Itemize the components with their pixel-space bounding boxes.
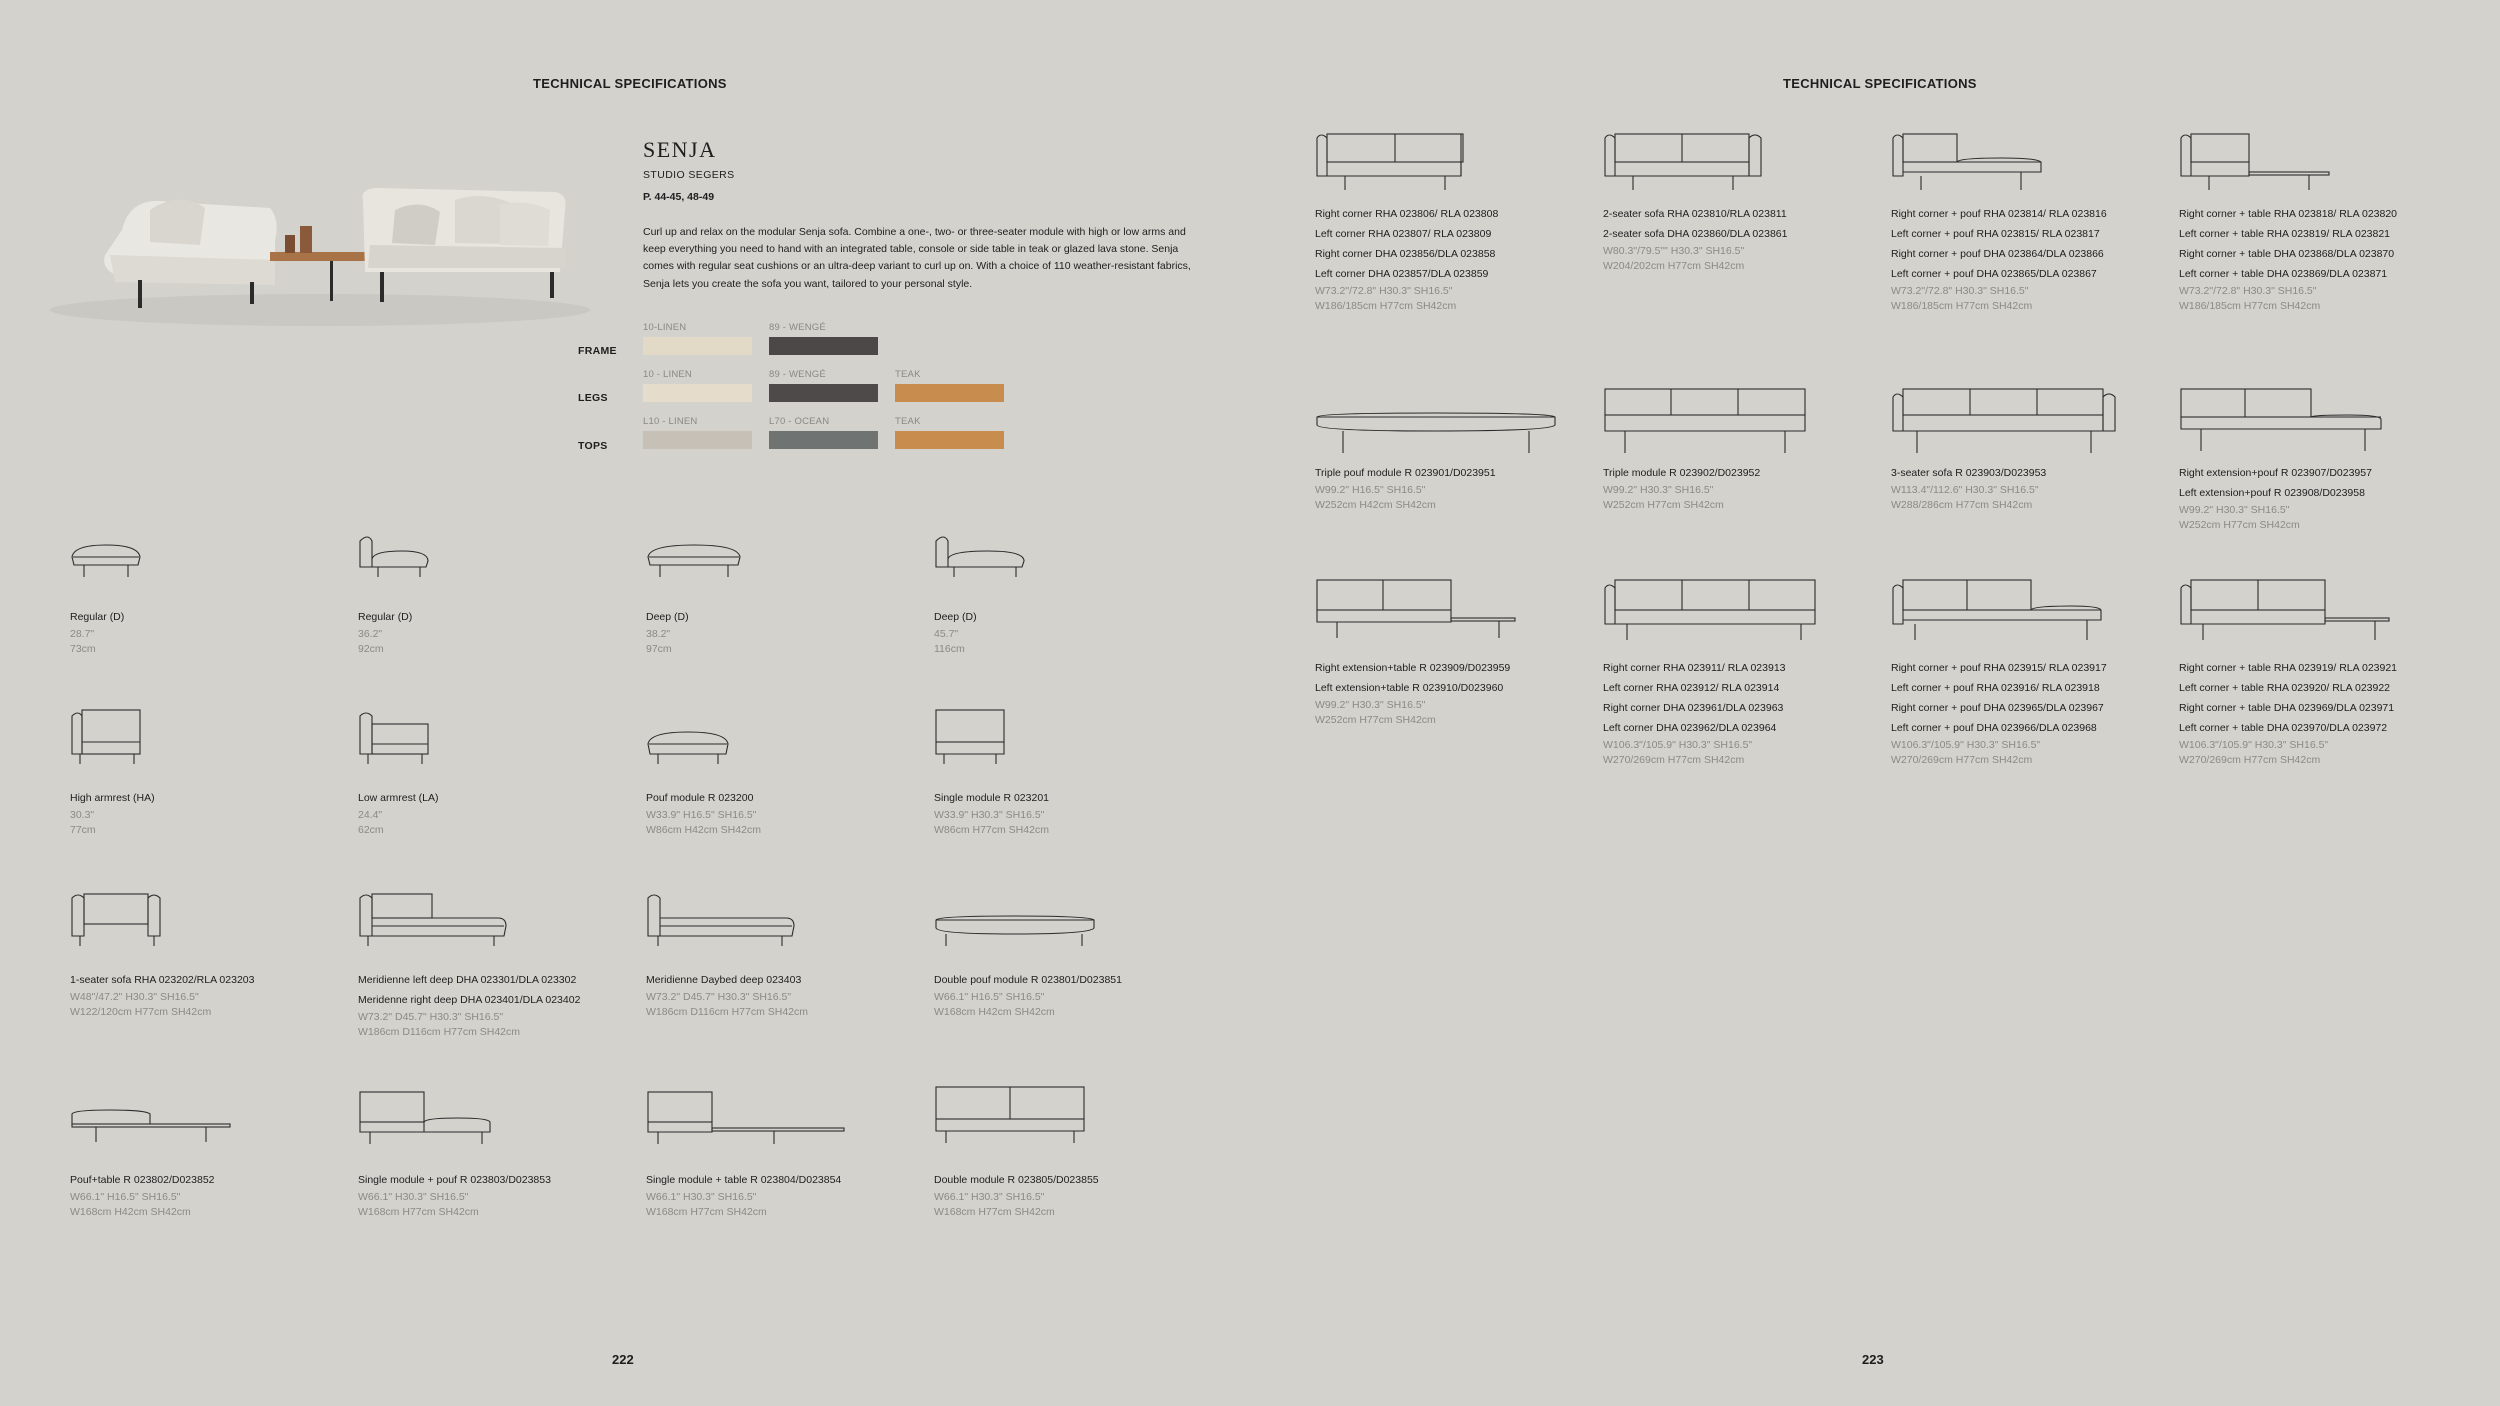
module-dims-metric: 73cm <box>70 643 96 655</box>
module-dims-metric: W270/269cm H77cm SH42cm <box>1603 754 1745 766</box>
module-dims-imperial: W73.2"/72.8" H30.3" SH16.5" <box>1315 285 1453 297</box>
pouf-drawing <box>70 535 170 607</box>
swatch-name: L70 - OCEAN <box>769 416 830 427</box>
module-low-armrest <box>358 708 628 838</box>
module-name: Right extension+pouf R 023907/D023957 <box>2179 467 2372 479</box>
module-name-alt: Right corner + pouf DHA 023965/DLA 023967 <box>1891 702 2104 714</box>
swatch-chip <box>769 384 878 402</box>
module-2-seater <box>1603 128 1873 274</box>
module-double-pouf <box>934 890 1204 1020</box>
module-dims-metric: W204/202cm H77cm SH42cm <box>1603 260 1745 272</box>
module-dims-metric: 62cm <box>358 824 384 836</box>
module-name-alt: Left corner + table DHA 023869/DLA 023871 <box>2179 268 2388 280</box>
module-dims-metric: W168cm H42cm SH42cm <box>70 1206 191 1218</box>
module-name: Regular (D) <box>358 611 413 623</box>
frame-label: FRAME <box>578 345 617 357</box>
module-dims-imperial: W66.1" H30.3" SH16.5" <box>646 1191 757 1203</box>
module-dims-metric: W252cm H42cm SH42cm <box>1315 499 1436 511</box>
module-dims-imperial: W66.1" H16.5" SH16.5" <box>934 991 1045 1003</box>
page-number-left: 222 <box>612 1352 634 1367</box>
swatch-name: 89 - WENGÉ <box>769 322 826 333</box>
module-name: Deep (D) <box>646 611 689 623</box>
module-name: Pouf+table R 023802/D023852 <box>70 1174 215 1186</box>
module-name-alt: Left corner + table RHA 023819/ RLA 023821 <box>2179 228 2391 240</box>
module-meridienne-daybed <box>646 890 916 1020</box>
double-pouf-drawing <box>934 890 1114 970</box>
module-name: Right corner + pouf RHA 023915/ RLA 023917 <box>1891 662 2107 674</box>
module-dims-imperial: W113.4"/112.6" H30.3" SH16.5" <box>1891 484 2039 496</box>
module-name-alt: Right corner + table DHA 023868/DLA 023870 <box>2179 248 2395 260</box>
module-dims-metric: W186/185cm H77cm SH42cm <box>1891 300 2033 312</box>
module-dims-imperial: W73.2" D45.7" H30.3" SH16.5" <box>646 991 792 1003</box>
corner-large-drawing <box>1603 578 1833 658</box>
module-dims-imperial: W33.9" H30.3" SH16.5" <box>934 809 1045 821</box>
single-pouf-drawing <box>358 1090 528 1170</box>
deep-armrest-drawing <box>934 535 1054 607</box>
tops-swatch-ocean <box>769 416 878 449</box>
extension-table-drawing <box>1315 578 1535 658</box>
module-name-alt: Left corner DHA 023962/DLA 023964 <box>1603 722 1777 734</box>
module-name: High armrest (HA) <box>70 792 155 804</box>
module-extension-table <box>1315 578 1585 728</box>
module-corner-large <box>1603 578 1873 768</box>
module-dims-imperial: 28.7" <box>70 628 95 640</box>
module-corner-pouf <box>1891 128 2161 314</box>
module-dims-metric: W252cm H77cm SH42cm <box>1315 714 1436 726</box>
module-dims-imperial: W99.2" H30.3" SH16.5" <box>2179 504 2290 516</box>
module-dims-metric: W288/286cm H77cm SH42cm <box>1891 499 2033 511</box>
low-armrest-drawing <box>358 708 458 788</box>
frame-swatch-wenge <box>769 322 878 355</box>
module-corner-table-large <box>2179 578 2449 768</box>
left-section-heading: TECHNICAL SPECIFICATIONS <box>533 76 727 91</box>
module-dims-imperial: W99.2" H30.3" SH16.5" <box>1315 699 1426 711</box>
module-dims-imperial: 45.7" <box>934 628 959 640</box>
module-double <box>934 1085 1204 1220</box>
module-pouf-table <box>70 1090 340 1220</box>
module-dims-imperial: 38.2" <box>646 628 671 640</box>
swatch-name: TEAK <box>895 369 921 380</box>
single-table-drawing <box>646 1090 816 1170</box>
module-dims-imperial: 36.2" <box>358 628 383 640</box>
module-name: Triple module R 023902/D023952 <box>1603 467 1761 479</box>
module-dims-metric: W186/185cm H77cm SH42cm <box>2179 300 2321 312</box>
module-regular-92 <box>358 535 628 657</box>
module-dims-imperial: W66.1" H16.5" SH16.5" <box>70 1191 181 1203</box>
right-page <box>1250 0 2500 1406</box>
module-dims-metric: W252cm H77cm SH42cm <box>1603 499 1724 511</box>
module-dims-imperial: W73.2"/72.8" H30.3" SH16.5" <box>1891 285 2029 297</box>
module-name: Deep (D) <box>934 611 977 623</box>
module-deep-97 <box>646 535 916 657</box>
corner-table-drawing <box>2179 128 2349 204</box>
swatch-name: TEAK <box>895 416 921 427</box>
module-dims-metric: 116cm <box>934 643 965 655</box>
swatch-chip <box>643 431 752 449</box>
module-dims-imperial: W66.1" H30.3" SH16.5" <box>934 1191 1045 1203</box>
module-name-alt: Left extension+table R 023910/D023960 <box>1315 682 1504 694</box>
module-name: Double module R 023805/D023855 <box>934 1174 1099 1186</box>
module-name: Right corner RHA 023806/ RLA 023808 <box>1315 208 1499 220</box>
module-name: Right corner RHA 023911/ RLA 023913 <box>1603 662 1786 674</box>
module-name-alt: Left corner RHA 023807/ RLA 023809 <box>1315 228 1492 240</box>
module-triple-pouf <box>1315 387 1585 513</box>
module-dims-imperial: W99.2" H16.5" SH16.5" <box>1315 484 1426 496</box>
meridienne-drawing <box>358 890 528 970</box>
module-dims-metric: 77cm <box>70 824 96 836</box>
module-name: Single module R 023201 <box>934 792 1049 804</box>
module-name: 2-seater sofa RHA 023810/RLA 023811 <box>1603 208 1787 220</box>
page-number-right: 223 <box>1862 1352 1884 1367</box>
triple-module-drawing <box>1603 387 1823 463</box>
module-deep-116 <box>934 535 1204 657</box>
extension-pouf-drawing <box>2179 387 2399 463</box>
module-name-alt: Right corner + pouf DHA 023864/DLA 023866 <box>1891 248 2104 260</box>
module-dims-metric: W270/269cm H77cm SH42cm <box>1891 754 2033 766</box>
module-dims-metric: W270/269cm H77cm SH42cm <box>2179 754 2321 766</box>
swatch-name: L10 - LINEN <box>643 416 698 427</box>
module-dims-imperial: W80.3"/79.5"" H30.3" SH16.5" <box>1603 245 1745 257</box>
module-high-armrest <box>70 708 340 838</box>
module-name: Right corner + table RHA 023919/ RLA 023921 <box>2179 662 2398 674</box>
module-name-alt: Right corner + table DHA 023969/DLA 023971 <box>2179 702 2395 714</box>
module-dims-imperial: 24.4" <box>358 809 383 821</box>
page-reference: P. 44-45, 48-49 <box>643 191 715 203</box>
module-name: Single module + pouf R 023803/D023853 <box>358 1174 551 1186</box>
module-dims-imperial: W33.9" H16.5" SH16.5" <box>646 809 757 821</box>
module-dims-imperial: W106.3"/105.9" H30.3" SH16.5" <box>2179 739 2329 751</box>
module-name: Triple pouf module R 023901/D023951 <box>1315 467 1496 479</box>
swatch-name: 10-LINEN <box>643 322 687 333</box>
module-corner-pouf-large <box>1891 578 2161 768</box>
legs-swatch-wenge <box>769 369 878 402</box>
module-single-table <box>646 1090 916 1220</box>
module-name-alt: Left corner RHA 023912/ RLA 023914 <box>1603 682 1780 694</box>
module-dims-metric: W122/120cm H77cm SH42cm <box>70 1006 212 1018</box>
module-name-alt: Meridenne right deep DHA 023401/DLA 023402 <box>358 994 581 1006</box>
module-extension-pouf <box>2179 387 2449 533</box>
legs-swatch-linen <box>643 369 752 402</box>
module-dims-metric: W168cm H42cm SH42cm <box>934 1006 1055 1018</box>
module-dims-imperial: W73.2"/72.8" H30.3" SH16.5" <box>2179 285 2317 297</box>
module-name-alt: 2-seater sofa DHA 023860/DLA 023861 <box>1603 228 1788 240</box>
module-dims-imperial: 30.3" <box>70 809 95 821</box>
module-dims-metric: 92cm <box>358 643 384 655</box>
module-dims-metric: W186cm D116cm H77cm SH42cm <box>358 1026 521 1038</box>
module-meridienne-deep <box>358 890 628 1040</box>
module-dims-metric: W86cm H77cm SH42cm <box>934 824 1049 836</box>
module-dims-imperial: W66.1" H30.3" SH16.5" <box>358 1191 469 1203</box>
module-dims-imperial: W106.3"/105.9" H30.3" SH16.5" <box>1891 739 2041 751</box>
module-name: Right corner + pouf RHA 023814/ RLA 023816 <box>1891 208 2107 220</box>
module-name-alt: Left corner + pouf DHA 023966/DLA 023968 <box>1891 722 2097 734</box>
module-dims-imperial: W106.3"/105.9" H30.3" SH16.5" <box>1603 739 1753 751</box>
module-name-alt: Left corner + pouf DHA 023865/DLA 023867 <box>1891 268 2097 280</box>
module-name: Single module + table R 023804/D023854 <box>646 1174 842 1186</box>
module-corner <box>1315 128 1585 314</box>
module-dims-metric: W86cm H42cm SH42cm <box>646 824 761 836</box>
module-dims-metric: W168cm H77cm SH42cm <box>358 1206 479 1218</box>
corner-pouf-large-drawing <box>1891 578 2121 658</box>
module-pouf <box>646 708 916 838</box>
tops-swatch-linen <box>643 416 752 449</box>
module-name: Right extension+table R 023909/D023959 <box>1315 662 1511 674</box>
module-corner-table <box>2179 128 2449 314</box>
pouf-module-drawing <box>646 708 746 788</box>
legs-swatch-teak <box>895 369 1004 402</box>
module-dims-metric: W252cm H77cm SH42cm <box>2179 519 2300 531</box>
corner-table-large-drawing <box>2179 578 2409 658</box>
module-name: Regular (D) <box>70 611 125 623</box>
daybed-drawing <box>646 890 816 970</box>
swatch-chip <box>895 431 1004 449</box>
swatch-chip <box>643 384 752 402</box>
triple-pouf-drawing <box>1315 387 1565 463</box>
module-dims-metric: W186/185cm H77cm SH42cm <box>1315 300 1457 312</box>
module-name-alt: Left corner + table DHA 023970/DLA 023972 <box>2179 722 2388 734</box>
module-name-alt: Right corner DHA 023961/DLA 023963 <box>1603 702 1784 714</box>
module-name: 1-seater sofa RHA 023202/RLA 023203 <box>70 974 255 986</box>
module-dims-imperial: W99.2" H30.3" SH16.5" <box>1603 484 1714 496</box>
module-name-alt: Left corner + pouf RHA 023916/ RLA 023918 <box>1891 682 2100 694</box>
module-3-seater <box>1891 387 2161 513</box>
double-module-drawing <box>934 1085 1104 1170</box>
module-dims-metric: W168cm H77cm SH42cm <box>646 1206 767 1218</box>
module-dims-imperial: W48"/47.2" H30.3" SH16.5" <box>70 991 199 1003</box>
designer-name: STUDIO SEGERS <box>643 169 735 181</box>
module-name-alt: Left corner + pouf RHA 023815/ RLA 023817 <box>1891 228 2100 240</box>
module-name: Right corner + table RHA 023818/ RLA 023820 <box>2179 208 2398 220</box>
deep-pouf-drawing <box>646 535 766 607</box>
tops-label: TOPS <box>578 440 608 452</box>
product-description: Curl up and relax on the modular Senja sofa. Combine a one-, two- or three-seater module with high or low arms and keep everything you need to hand with an integrated table, console or side table in teak or glazed lava stone. Senja comes with regular seat cushions or an ultra-deep variant to curl up on. With a choice of 110 weather-resistant fabrics, Senja lets you create the sofa you want, tailored to your personal style. <box>643 226 1191 290</box>
swatch-name: 89 - WENGÉ <box>769 369 826 380</box>
pouf-table-drawing <box>70 1090 240 1170</box>
tops-swatch-teak <box>895 416 1004 449</box>
corner-drawing <box>1315 128 1485 204</box>
module-dims-imperial: W73.2" D45.7" H30.3" SH16.5" <box>358 1011 504 1023</box>
module-name: Meridienne Daybed deep 023403 <box>646 974 802 986</box>
module-triple <box>1603 387 1873 513</box>
module-name-alt: Left corner DHA 023857/DLA 023859 <box>1315 268 1489 280</box>
three-seater-drawing <box>1891 387 2131 463</box>
module-single <box>934 708 1204 838</box>
module-name: Double pouf module R 023801/D023851 <box>934 974 1122 986</box>
module-name-alt: Left extension+pouf R 023908/D023958 <box>2179 487 2365 499</box>
swatch-chip <box>769 337 878 355</box>
module-name: 3-seater sofa R 023903/D023953 <box>1891 467 2047 479</box>
module-1-seater <box>70 890 340 1020</box>
armrest-seat-drawing <box>358 535 458 607</box>
module-dims-metric: W168cm H77cm SH42cm <box>934 1206 1055 1218</box>
legs-label: LEGS <box>578 392 608 404</box>
two-seater-drawing <box>1603 128 1773 204</box>
module-name-alt: Right corner DHA 023856/DLA 023858 <box>1315 248 1496 260</box>
swatch-chip <box>643 337 752 355</box>
module-dims-metric: W186cm D116cm H77cm SH42cm <box>646 1006 809 1018</box>
module-name-alt: Left corner + table RHA 023920/ RLA 023922 <box>2179 682 2391 694</box>
module-name: Meridienne left deep DHA 023301/DLA 023302 <box>358 974 577 986</box>
one-seater-drawing <box>70 890 180 970</box>
product-title: SENJA <box>643 137 717 162</box>
module-single-pouf <box>358 1090 628 1220</box>
corner-pouf-drawing <box>1891 128 2061 204</box>
swatch-name: 10 - LINEN <box>643 369 692 380</box>
module-name: Low armrest (LA) <box>358 792 439 804</box>
sofa-photo <box>30 160 590 335</box>
module-dims-metric: 97cm <box>646 643 672 655</box>
single-module-drawing <box>934 708 1034 788</box>
swatch-chip <box>769 431 878 449</box>
frame-swatch-linen <box>643 322 752 355</box>
high-armrest-drawing <box>70 708 170 788</box>
right-section-heading: TECHNICAL SPECIFICATIONS <box>1783 76 1977 91</box>
swatch-chip <box>895 384 1004 402</box>
module-name: Pouf module R 023200 <box>646 792 754 804</box>
module-regular-73 <box>70 535 340 657</box>
